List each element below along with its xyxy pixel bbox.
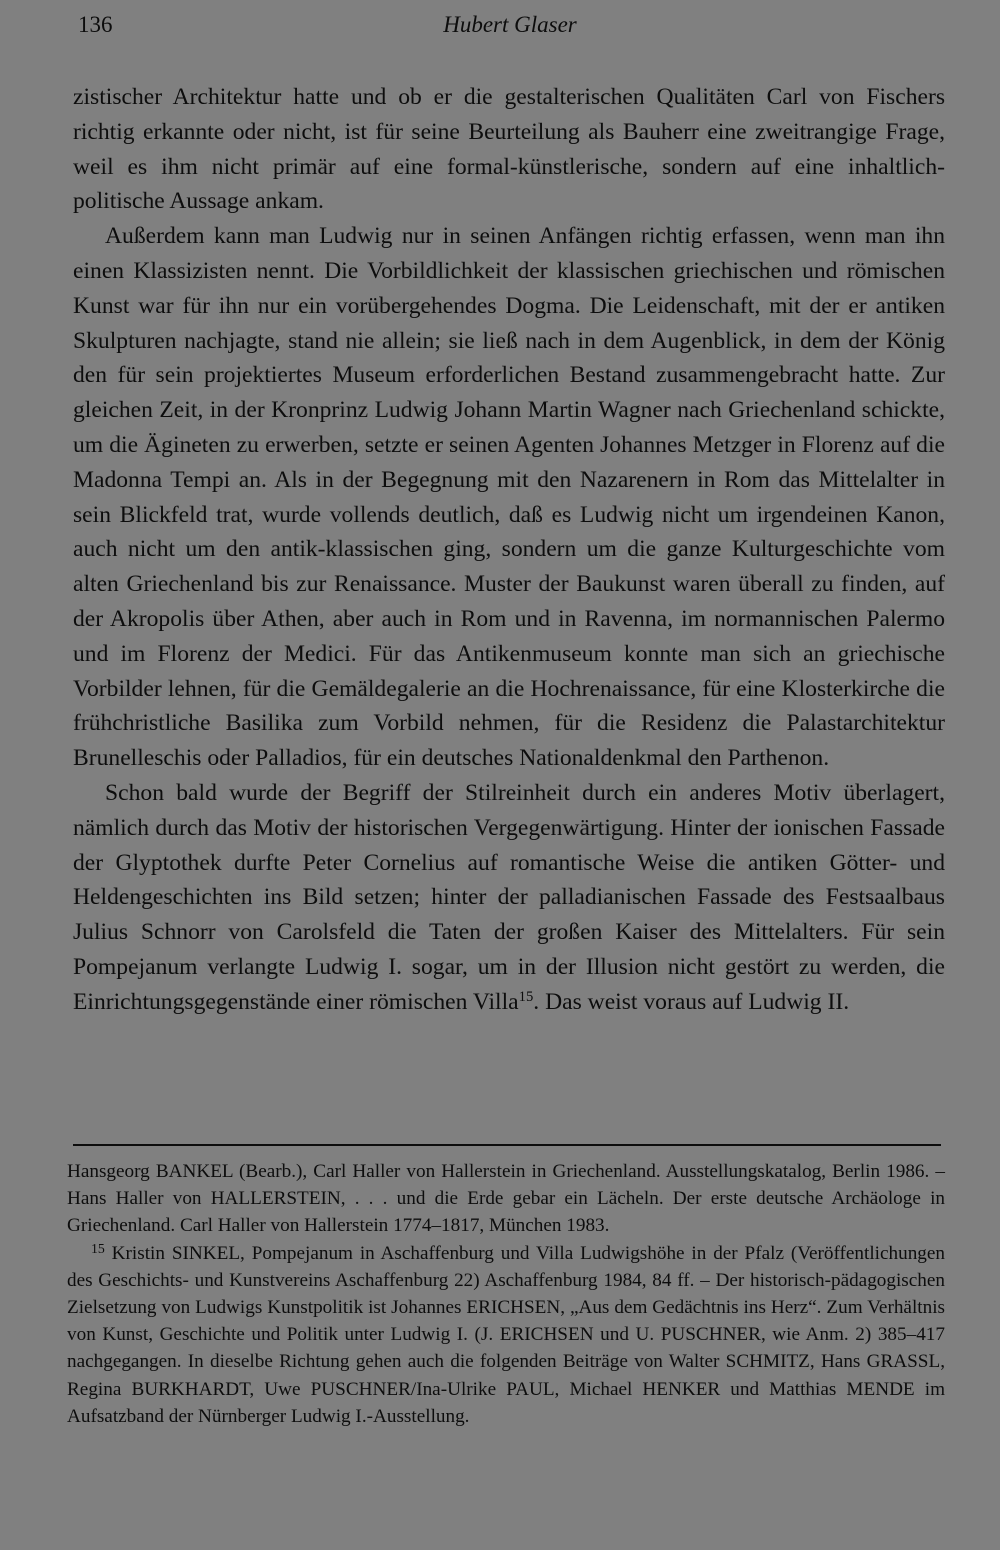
footnotes (67, 1158, 945, 1430)
running-head-author: Hubert Glaser (443, 12, 577, 37)
paragraph-2: Außerdem kann man Ludwig nur in seinen Anfängen richtig erfassen, wenn man ihn einen Klassizisten nennt. Die Vorbildlichkeit der klassischen griechischen und römischen Kunst war für ihn nur ein vorübergehendes Dogma. Die Leidenschaft, mit der er antiken Skulpturen nachjagte, stand nie allein; sie ließ nach in dem Augenblick, in dem der König den für sein projektiertes Museum erforderlichen Bestand zusammengebracht hatte. Zur gleichen Zeit, in der Kronprinz Ludwig Johann Martin Wagner nach Griechenland schickte, um die Ägineten zu erwerben, setzte er seinen Agenten Johannes Metzger in Florenz auf die Madonna Tempi an. Als in der Begegnung mit den Nazarenern in Rom das Mittelalter in sein Blickfeld trat, wurde vollends deutlich, daß es Ludwig nicht um irgendeinen Kanon, auch nicht um den antik-klassischen ging, sondern um die ganze Kulturgeschichte vom alten Griechenland bis zur Renaissance. Muster der Baukunst waren überall zu finden, auf der Akropolis über Athen, aber auch in Rom und in Ravenna, im normannischen Palermo und im Florenz der Medici. Für das Antikenmuseum konnte man sich an griechische Vorbilder lehnen, für die Gemäldegalerie an die Hochrenaissance, für eine Klosterkirche die frühchristliche Basilika zum Vorbild nehmen, für die Residenz die Palastarchitektur Brunelleschis oder Palladios, für ein deutsches Nationaldenkmal den Parthenon. (73, 223, 945, 772)
footnote-reference-15: 15 (518, 988, 534, 1005)
paragraph-1: zistischer Architektur hatte und ob er die gestalterischen Qualitäten Carl von Fischers richtig erkannte oder nicht, ist für seine Beurteilung als Bauherr eine zweitrangige Frage, weil es ihm nicht primär auf eine formal-künstlerische, sondern auf eine inhaltlich-politische Aussage ankam. (73, 84, 945, 215)
page-number: 136 (78, 12, 113, 37)
footnote-15-text: Kristin SINKEL, Pompejanum in Aschaffenburg und Villa Ludwigshöhe in der Pfalz (Veröffentlichungen des Geschichts- und Kunstvereins Aschaffenburg 22) Aschaffenburg 1984, 84 ff. – Der historisch-pädagogischen Zielsetzung von Ludwigs Kunstpolitik ist Johannes ERICHSEN, „Aus dem Gedächtnis ins Herz“. Zum Verhältnis von Kunst, Geschichte und Politik unter Ludwig I. (J. ERICHSEN und U. PUSCHNER, wie Anm. 2) 385–417 nachgegangen. In dieselbe Richtung gehen auch die folgenden Beiträge von Walter SCHMITZ, Hans GRASSL, Regina BURKHARDT, Uwe PUSCHNER/Ina-Ulrike PAUL, Michael HENKER und Matthias MENDE im Aufsatzband der Nürnberger Ludwig I.-Ausstellung. (67, 1242, 945, 1427)
main-text (73, 80, 945, 1020)
paragraph-3-end: . Das weist voraus auf Ludwig II. (533, 988, 850, 1015)
footnote-rule (73, 1144, 941, 1146)
footnote-15 (67, 1240, 945, 1430)
paragraph-3 (73, 776, 945, 1020)
footnote-15-number: 15 (91, 1240, 105, 1256)
paragraph-3-text: Schon bald wurde der Begriff der Stilreinheit durch ein anderes Motiv überlagert, nämlich durch das Motiv der historischen Vergegenwärtigung. Hinter der ionischen Fassade der Glyptothek durfte Peter Cornelius auf romantische Weise die antiken Götter- und Heldengeschichten ins Bild setzen; hinter der palladianischen Fassade des Festsaalbaus Julius Schnorr von Carolsfeld die Taten der großen Kaiser des Mittelalters. Für sein Pompejanum verlangte Ludwig I. sogar, um in der Illusion nicht gestört zu werden, die Einrichtungsgegenstände einer römischen Villa (73, 779, 945, 1015)
footnote-continuation: Hansgeorg BANKEL (Bearb.), Carl Haller von Hallerstein in Griechenland. Ausstellungskatalog, Berlin 1986. – Hans Haller von HALLERSTEIN, . . . und die Erde gebar ein Lächeln. Der erste deutsche Archäologe in Griechenland. Carl Haller von Hallerstein 1774–1817, München 1983. (67, 1161, 945, 1237)
page-header (78, 12, 942, 46)
